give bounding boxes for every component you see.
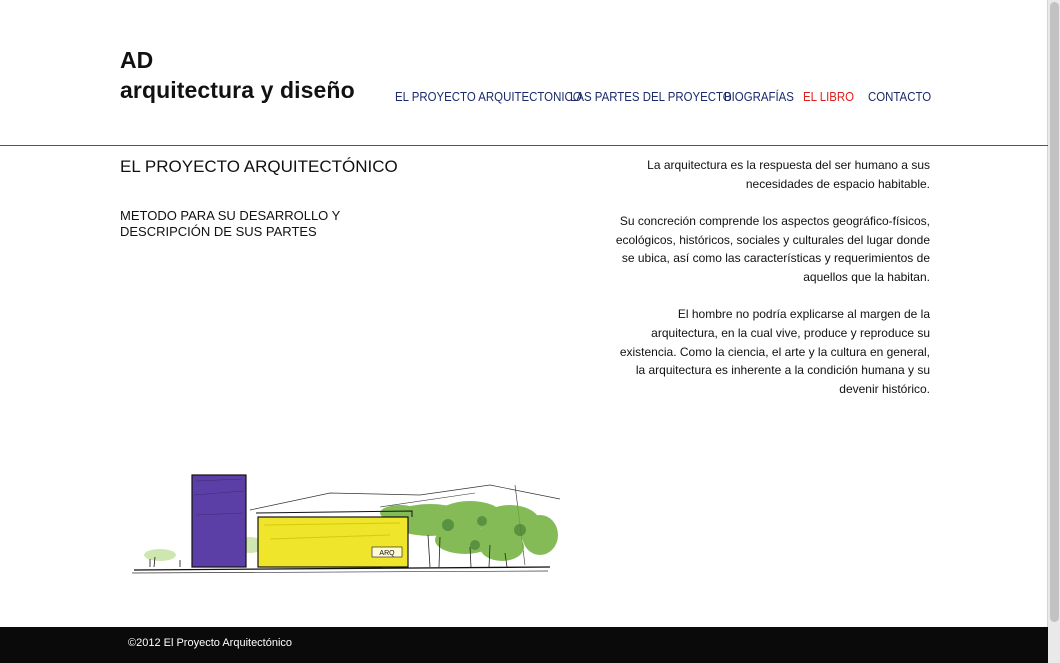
logo-full-text: arquitectura y diseño: [120, 77, 355, 103]
nav-el-libro[interactable]: EL LIBRO: [803, 89, 855, 104]
footer-copyright: ©2012 El Proyecto Arquitectónico: [128, 637, 293, 649]
vertical-scrollbar[interactable]: [1047, 0, 1060, 663]
footer: [0, 627, 1048, 663]
nav-las-partes-del-proyecto[interactable]: LAS PARTES DEL PROYECTO: [570, 89, 732, 104]
architectural-sketch-image: [130, 455, 560, 580]
intro-paragraph-1: La arquitectura es la respuesta del ser humano a sus necesidades de espacio habitable.: [647, 158, 930, 191]
site-logo[interactable]: [120, 46, 355, 106]
nav-contacto[interactable]: CONTACTO: [868, 89, 932, 104]
nav-el-proyecto-arquitectonico[interactable]: EL PROYECTO ARQUITECTONICO: [395, 89, 582, 104]
header-divider: [0, 145, 1048, 146]
page-title: EL PROYECTO ARQUITECTÓNICO: [120, 157, 398, 176]
building-sign-text: ARQ: [379, 550, 395, 557]
intro-text: [610, 156, 930, 417]
main-navigation: [395, 89, 938, 104]
logo-short-text: AD: [120, 47, 154, 73]
page-subtitle: METODO PARA SU DESARROLLO Y DESCRIPCIÓN DE SUS PARTES: [120, 208, 341, 239]
intro-paragraph-2: Su concreción comprende los aspectos geográfico-físicos, ecológicos, históricos, sociales y culturales del lugar donde se ubica, así como las características y requerimientos de aquellos que la habitan.: [615, 213, 930, 285]
intro-paragraph-3: El hombre no podría explicarse al margen de la arquitectura, en la cual vive, produce y reproduce su existencia. Como la ciencia, el arte y la cultura en general, la arquitectura es inherente a la condición humana y su devenir histórico.: [619, 307, 930, 397]
nav-biografias[interactable]: BIOGRAFÍAS: [724, 89, 794, 104]
scrollbar-thumb[interactable]: [1050, 2, 1059, 622]
